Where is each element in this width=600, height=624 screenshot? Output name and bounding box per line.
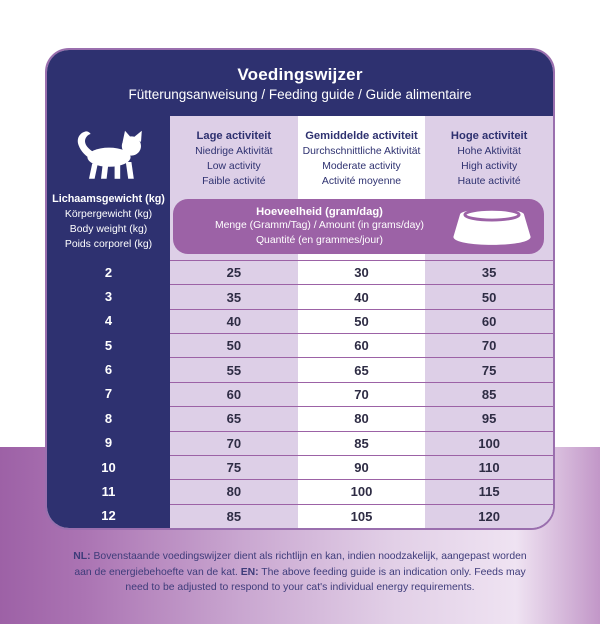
- weight-cell: 5: [104, 337, 113, 353]
- amount-cell-low: 40: [170, 310, 298, 333]
- moderate-activity-de: Durchschnittliche Aktivität: [302, 146, 421, 157]
- low-activity-en: Low activity: [206, 161, 261, 172]
- table-row: [170, 333, 553, 357]
- amount-cell-low: 65: [170, 407, 298, 430]
- column-header-moderate-activity: [298, 116, 426, 196]
- amount-cell-high: 115: [425, 480, 553, 503]
- amount-cell-moderate: 70: [298, 383, 426, 406]
- amount-cell-high: 85: [425, 383, 553, 406]
- amount-band: [173, 199, 544, 254]
- table-row: [170, 284, 553, 308]
- weight-cell: 11: [101, 483, 116, 499]
- amount-cell-moderate: 50: [298, 310, 426, 333]
- moderate-activity-nl: Gemiddelde activiteit: [305, 130, 418, 142]
- amount-cell-moderate: 90: [298, 456, 426, 479]
- weight-cell: 12: [101, 508, 116, 524]
- amount-band-region: [170, 196, 553, 260]
- weight-cell: 9: [104, 435, 113, 451]
- amount-label-fr: Quantité (en grammes/jour): [255, 234, 384, 246]
- table-row: [170, 260, 553, 284]
- weight-rows: [47, 260, 170, 528]
- column-header-high-activity: [425, 116, 553, 196]
- amount-label-nl: Hoeveelheid (gram/dag): [256, 205, 383, 218]
- amount-cell-moderate: 40: [298, 285, 426, 308]
- table-row: [170, 309, 553, 333]
- weight-cell: 4: [104, 313, 113, 329]
- body-weight-labels: [47, 192, 170, 260]
- amount-label-de-en: Menge (Gramm/Tag) / Amount (in grams/day): [214, 220, 425, 232]
- amount-cell-high: 75: [425, 358, 553, 381]
- weight-cell: 10: [101, 459, 116, 475]
- low-activity-nl: Lage activiteit: [196, 130, 272, 142]
- weight-label-fr: Poids corporel (kg): [64, 239, 153, 250]
- amount-cell-low: 25: [170, 261, 298, 284]
- weight-cell: 2: [104, 264, 113, 280]
- amount-cell-low: 55: [170, 358, 298, 381]
- table-row: [170, 357, 553, 381]
- weight-cell: 7: [104, 386, 113, 402]
- amount-rows: [170, 260, 553, 528]
- food-bowl-icon: [440, 204, 544, 250]
- table-row: [170, 406, 553, 430]
- weight-label-de: Körpergewicht (kg): [64, 209, 153, 220]
- table-row: [170, 431, 553, 455]
- amount-cell-low: 50: [170, 334, 298, 357]
- table-header: [47, 50, 553, 116]
- footer-note: [65, 549, 535, 596]
- amount-cell-high: 35: [425, 261, 553, 284]
- amount-cell-low: 35: [170, 285, 298, 308]
- amount-band-labels: [173, 205, 440, 249]
- table-row: [170, 504, 553, 528]
- amount-cell-high: 120: [425, 505, 553, 528]
- amount-cell-high: 70: [425, 334, 553, 357]
- footer-en-text: The above feeding guide is an indication only. Feeds may need to be adjusted to respond to your cat's individual energy requirements.: [125, 566, 526, 593]
- amount-cell-high: 50: [425, 285, 553, 308]
- amount-cell-moderate: 30: [298, 261, 426, 284]
- low-activity-de: Niedrige Aktivität: [195, 146, 273, 157]
- amount-cell-low: 75: [170, 456, 298, 479]
- amount-cell-moderate: 105: [298, 505, 426, 528]
- high-activity-de: Hohe Aktivität: [457, 146, 521, 157]
- page-title: Voedingswijzer: [237, 64, 363, 84]
- table-row: [170, 382, 553, 406]
- weight-label-nl: Lichaamsgewicht (kg): [52, 193, 165, 205]
- amount-cell-moderate: 85: [298, 432, 426, 455]
- moderate-activity-en: Moderate activity: [322, 161, 401, 172]
- activity-header-row: [170, 116, 553, 196]
- moderate-activity-fr: Activité moyenne: [321, 176, 402, 187]
- amount-cell-high: 95: [425, 407, 553, 430]
- weight-label-en: Body weight (kg): [69, 224, 148, 235]
- amount-cell-low: 60: [170, 383, 298, 406]
- weight-cell: 8: [104, 410, 113, 426]
- footer-nl-text: Bovenstaande voedingswijzer dient als richtlijn en kan, indien noodzakelijk, aangepast worden aan de energiebehoefte van de kat.: [74, 551, 527, 578]
- table-row: [170, 455, 553, 479]
- high-activity-nl: Hoge activiteit: [450, 130, 528, 142]
- amount-cell-moderate: 65: [298, 358, 426, 381]
- page-subtitle: Fütterungsanweisung / Feeding guide / Guide alimentaire: [128, 86, 472, 102]
- column-header-low-activity: [170, 116, 298, 196]
- footer-nl-label: NL:: [73, 551, 91, 562]
- body-weight-column: [47, 116, 170, 528]
- amount-cell-moderate: 100: [298, 480, 426, 503]
- cat-icon: [47, 116, 170, 192]
- amount-cell-moderate: 80: [298, 407, 426, 430]
- amounts-area: [170, 116, 553, 528]
- amount-cell-high: 100: [425, 432, 553, 455]
- amount-cell-low: 80: [170, 480, 298, 503]
- amount-cell-high: 110: [425, 456, 553, 479]
- weight-cell: 3: [104, 289, 113, 305]
- amount-cell-moderate: 60: [298, 334, 426, 357]
- amount-cell-low: 70: [170, 432, 298, 455]
- weight-cell: 6: [104, 362, 113, 378]
- table-body: [47, 116, 553, 528]
- amount-cell-low: 85: [170, 505, 298, 528]
- feeding-guide-table: [45, 48, 555, 530]
- amount-cell-high: 60: [425, 310, 553, 333]
- footer-en-label: EN:: [240, 566, 259, 578]
- high-activity-fr: Haute activité: [457, 176, 521, 187]
- high-activity-en: High activity: [461, 161, 518, 172]
- low-activity-fr: Faible activité: [202, 176, 266, 187]
- table-row: [170, 479, 553, 503]
